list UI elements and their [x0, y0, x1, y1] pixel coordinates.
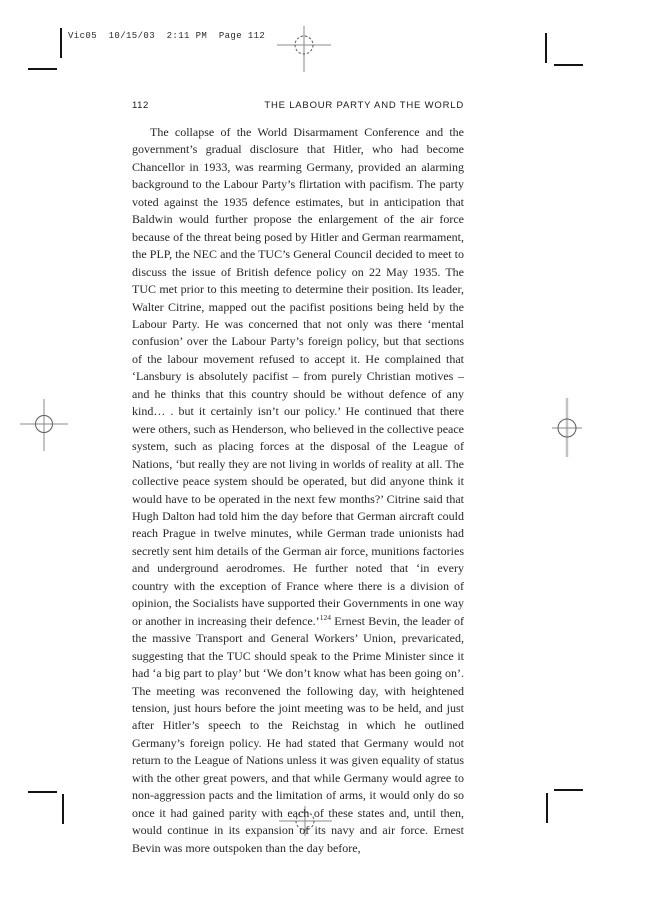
crop-mark-bottom-left-horizontal [28, 791, 57, 793]
crop-mark-bottom-right-horizontal [554, 789, 583, 791]
page-number: 112 [132, 100, 149, 111]
registration-mark-top [270, 20, 338, 76]
crop-mark-top-right-horizontal [554, 64, 583, 66]
registration-mark-left [16, 396, 72, 454]
crop-mark-top-left-horizontal [28, 68, 57, 70]
footnote-reference: 124 [319, 612, 331, 622]
running-head: THE LABOUR PARTY AND THE WORLD [264, 100, 464, 111]
paragraph-text-before-note: The collapse of the World Disarmament Conference and the government’s gradual disclosure that Hitler, who had become Chancellor in 1933, was rearming Germany, provided an alarming background to the Labour Party’s flirtation with pacifism. The party voted against the 1935 defence estimates, but in anticipation that Baldwin would further propose the enlargement of the air force because of the threat being posed by Hitler and German rearmament, the PLP, the NEC and the TUC’s General Council decided to meet to discuss the issue of British defence policy on 22 May 1935. The TUC met prior to this meeting to determine their position. Its leader, Walter Citrine, mapped out the pacifist positions being held by the Labour Party. He was concerned that not only was there ‘mental confusion’ over the Labour Party’s foreign policy, but that sections of the labour movement refused to accept it. He complained that ‘Lansbury is absolutely pacifist – from purely Christian motives – and he thinks that this country should be without defence of any kind… . but it certainly isn’t our policy.’ He continued that there were others, such as Henderson, who believed in the collective peace system, such as placing forces at the disposal of the League of Nations, ‘but really they are not living in worlds of reality at all. The collective peace system should be operated, but did anyone think it would have to be operated in the next few months?’ Citrine said that Hugh Dalton had told him the day before that German aircraft could reach Prague in twelve minutes, while German trade unionists had secretly sent him details of the German air force, munitions factories and underground aerodromes. He further noted that ‘in every country with the exception of France where there is a division of opinion, the Socialists have supported their Governments in one way or another in increasing their defence.’ [132, 125, 464, 628]
crop-mark-top-left-vertical [60, 28, 62, 58]
registration-mark-right [544, 394, 592, 460]
page-header [132, 100, 464, 111]
crop-mark-bottom-right-vertical [546, 793, 548, 823]
body-paragraph [132, 124, 464, 857]
print-slug-line: Vic05 10/15/03 2:11 PM Page 112 [68, 31, 266, 41]
paragraph-text-after-note: Ernest Bevin, the leader of the massive Transport and General Workers’ Union, prevaricated, suggesting that the TUC should speak to the Prime Minister since it had ‘a big part to play’ but ‘We don’t know what has been going on’. The meeting was reconvened the following day, with heightened tension, just hours before the joint meeting was to be held, and just after Hitler’s speech to the Reichstag in which he outlined Germany’s foreign policy. He had stated that Germany would not return to the League of Nations unless it was given equality of status with the other great powers, and that while Germany would agree to non-aggression pacts and the limitation of arms, it would only do so once it had gained parity with each of these states and, until then, would continue in its expansion of its navy and air force. Ernest Bevin was more outspoken than the day before, [132, 613, 464, 855]
crop-mark-top-right-vertical [545, 33, 547, 63]
text-block [132, 124, 464, 857]
crop-mark-bottom-left-vertical [62, 794, 64, 824]
